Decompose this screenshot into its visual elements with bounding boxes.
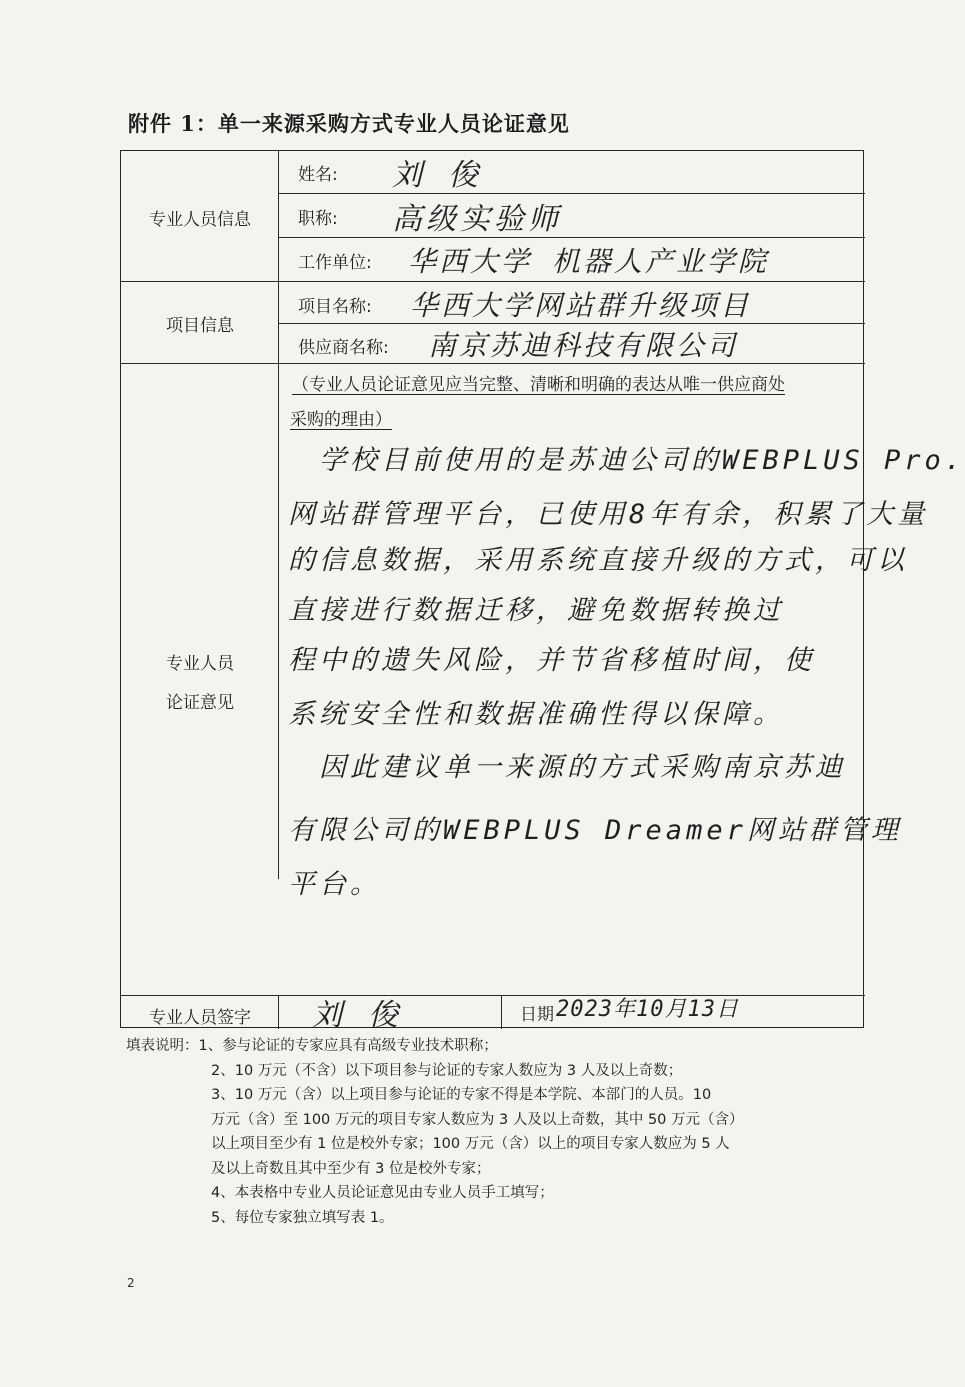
opinion-line: 有限公司的WEBPLUS Dreamer网站群管理 xyxy=(288,815,902,846)
title-label: 职称: xyxy=(298,209,338,229)
row-rule xyxy=(278,237,865,238)
instruction-item: 5、每位专家独立填写表 1。 xyxy=(211,1209,394,1226)
row-rule xyxy=(278,193,865,194)
personnel-info-label: 专业人员信息 xyxy=(149,210,251,230)
instruction-item: 2、10 万元（不含）以下项目参与论证的专家人数应为 3 人及以上奇数； xyxy=(211,1062,683,1079)
signature-value: 刘 俊 xyxy=(312,998,403,1033)
project-name-value: 华西大学网站群升级项目 xyxy=(410,289,752,322)
section-rule xyxy=(121,281,865,282)
opinion-line: 学校目前使用的是苏迪公司的WEBPLUS Pro. xyxy=(288,445,965,476)
name-value: 刘 俊 xyxy=(392,158,483,193)
opinion-label-line2: 论证意见 xyxy=(166,693,234,713)
opinion-line: 系统安全性和数据准确性得以保障。 xyxy=(288,699,784,730)
form-instructions xyxy=(126,1034,846,1230)
instruction-item: 3、10 万元（含）以上项目参与论证的专家不得是本学院、本部门的人员。10 xyxy=(211,1087,712,1103)
date-label: 日期 xyxy=(520,1005,554,1025)
date-value: 2023年10月13日 xyxy=(556,997,739,1022)
signature-label: 专业人员签字 xyxy=(149,1008,251,1028)
opinion-line: 的信息数据，采用系统直接升级的方式，可以 xyxy=(288,545,908,576)
supplier-label: 供应商名称: xyxy=(298,338,389,358)
instruction-line xyxy=(126,1034,846,1059)
employer-label: 工作单位: xyxy=(298,253,372,273)
column-divider xyxy=(278,151,279,879)
supplier-value: 南京苏迪科技有限公司 xyxy=(428,329,739,362)
instruction-item: 4、本表格中专业人员论证意见由专业人员手工填写； xyxy=(211,1185,554,1201)
instruction-item: 万元（含）至 100 万元的项目专家人数应为 3 人及以上奇数，其中 50 万元（含） xyxy=(211,1111,744,1128)
page-title: 附件 1：单一来源采购方式专业人员论证意见 xyxy=(128,111,570,136)
opinion-line: 平台。 xyxy=(288,869,381,900)
instruction-item: 及以上奇数且其中至少有 3 位是校外专家； xyxy=(211,1160,491,1177)
opinion-instruction-line2: 采购的理由） xyxy=(290,410,392,430)
name-label: 姓名: xyxy=(298,165,338,185)
opinion-instruction-line1: （专业人员论证意见应当完整、清晰和明确的表达从唯一供应商处 xyxy=(292,375,785,395)
opinion-line: 程中的遗失风险，并节省移植时间，使 xyxy=(288,645,815,676)
opinion-line: 网站群管理平台，已使用8年有余，积累了大量 xyxy=(288,499,929,530)
opinion-line: 因此建议单一来源的方式采购南京苏迪 xyxy=(288,752,846,783)
project-info-label: 项目信息 xyxy=(166,316,234,336)
instruction-item: 1、参与论证的专家应具有高级专业技术职称； xyxy=(198,1038,498,1054)
instructions-heading: 填表说明： xyxy=(126,1038,199,1054)
section-rule xyxy=(121,995,865,996)
opinion-label-line1: 专业人员 xyxy=(166,654,234,674)
title-value: 高级实验师 xyxy=(392,202,562,237)
project-name-label: 项目名称: xyxy=(298,297,372,317)
employer-value: 华西大学 机器人产业学院 xyxy=(408,245,769,278)
opinion-line: 直接进行数据迁移，避免数据转换过 xyxy=(288,595,784,626)
signature-divider-mid xyxy=(501,995,502,1029)
page-number: 2 xyxy=(127,1276,135,1290)
instruction-item: 以上项目至少有 1 位是校外专家；100 万元（含）以上的项目专家人数应为 5 人 xyxy=(211,1136,730,1152)
